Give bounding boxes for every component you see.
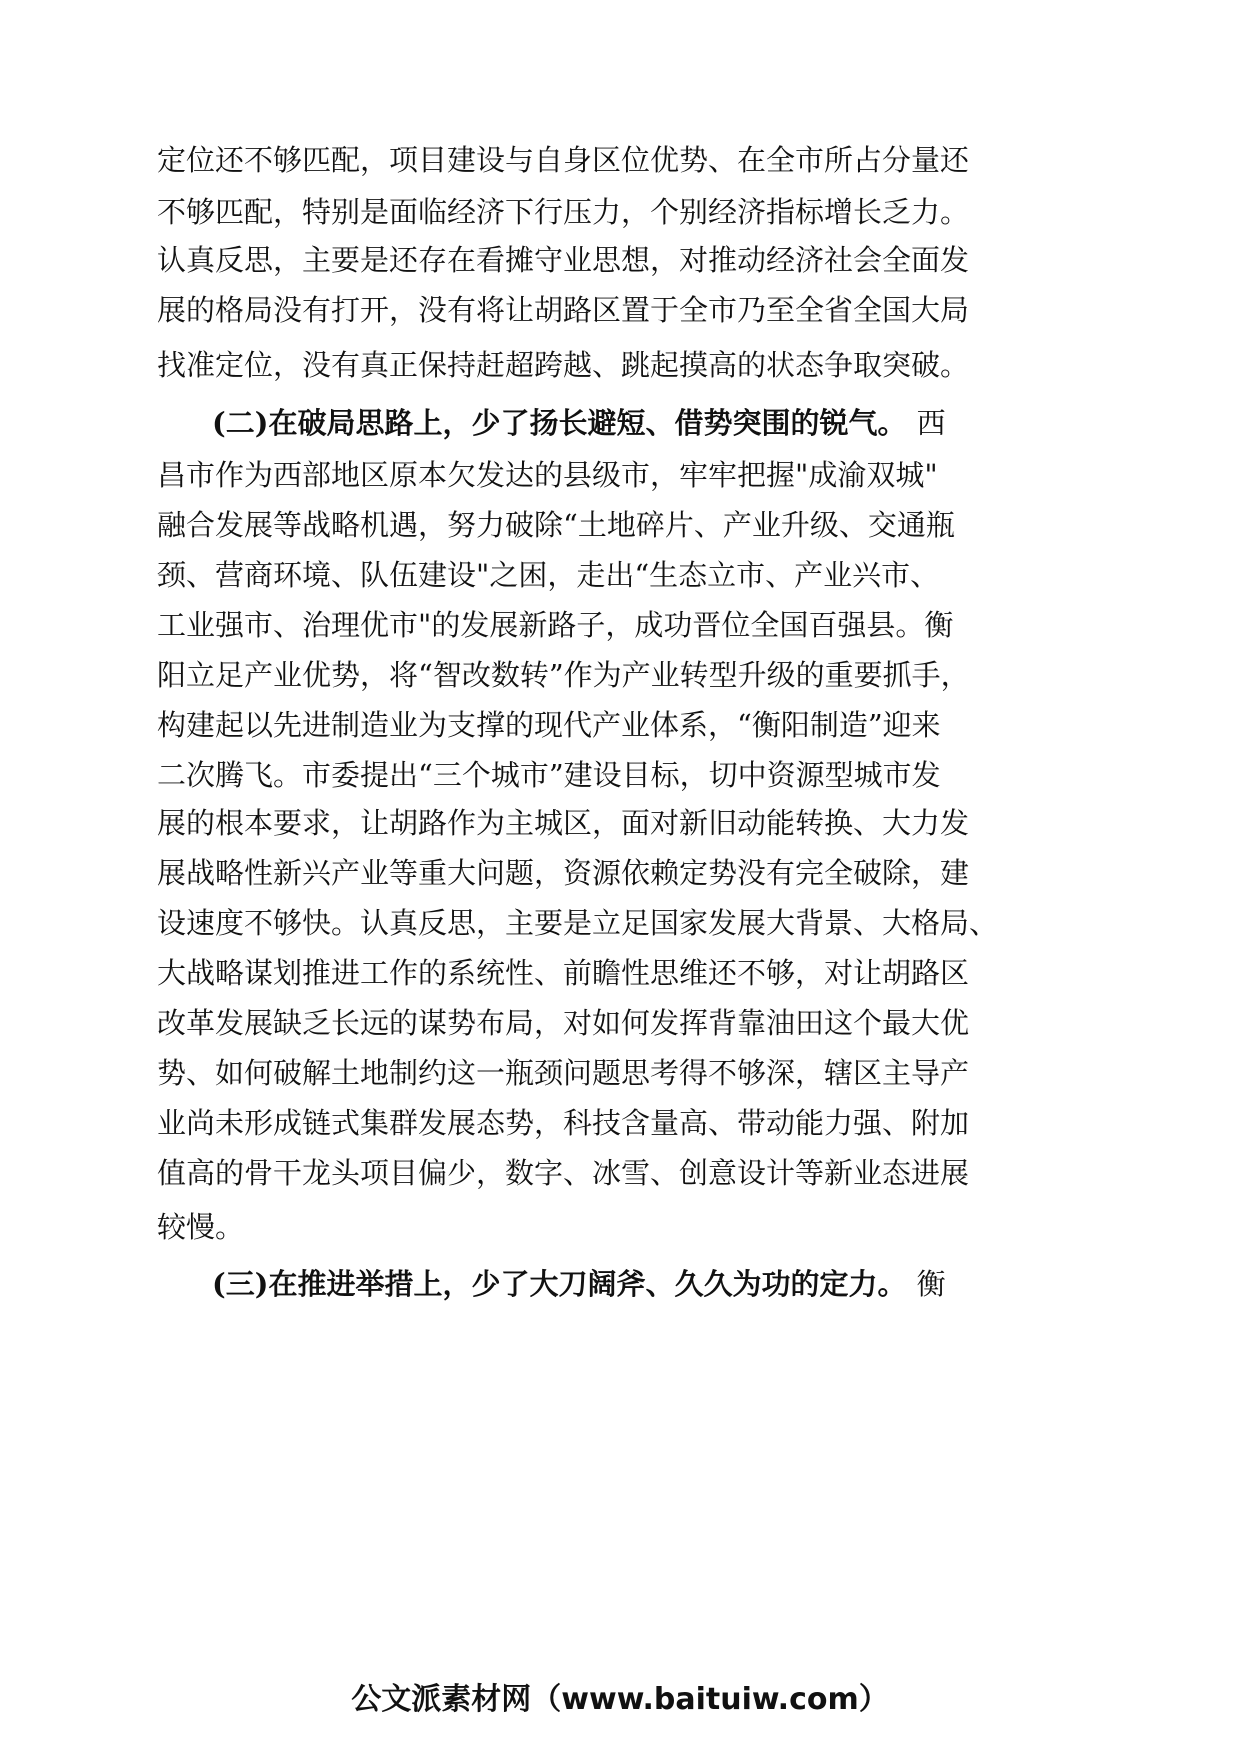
body-line: 展战略性新兴产业等重大问题，资源依赖定势没有完全破除，建 — [157, 856, 970, 890]
body-line: 值高的骨干龙头项目偏少，数字、冰雪、创意设计等新业态进展 — [157, 1156, 970, 1190]
body-line: 定位还不够匹配，项目建设与自身区位优势、在全市所占分量还 — [157, 143, 970, 177]
body-line: 构建起以先进制造业为支撑的现代产业体系，“衡阳制造”迎来 — [157, 708, 941, 742]
body-line: 颈、营商环境、队伍建设"之困，走出“生态立市、产业兴市、 — [157, 558, 940, 592]
body-line: 融合发展等战略机遇，努力破除“土地碎片、产业升级、交通瓶 — [157, 508, 955, 542]
body-line: 大战略谋划推进工作的系统性、前瞻性思维还不够，对让胡路区 — [157, 956, 970, 990]
body-line: 找准定位，没有真正保持赶超跨越、跳起摸高的状态争取突破。 — [157, 348, 970, 382]
section-heading-2-text: (二)在破局思路上，少了扬长避短、借势突围的锐气。 — [212, 406, 907, 440]
body-line: 势、如何破解土地制约这一瓶颈问题思考得不够深，辖区主导产 — [157, 1056, 970, 1090]
body-line: 认真反思，主要是还存在看摊守业思想，对推动经济社会全面发 — [157, 243, 970, 277]
section-heading-2-tail: 西 — [916, 406, 946, 440]
body-line: 业尚未形成链式集群发展态势，科技含量高、带动能力强、附加 — [157, 1106, 970, 1140]
body-line: 二次腾飞。市委提出“三个城市”建设目标，切中资源型城市发 — [157, 758, 941, 792]
section-heading-2 — [212, 403, 1087, 443]
body-line: 展的根本要求，让胡路作为主城区，面对新旧动能转换、大力发 — [157, 806, 970, 840]
body-line: 不够匹配，特别是面临经济下行压力，个别经济指标增长乏力。 — [157, 195, 970, 229]
footer-watermark: 公文派素材网（www.baituiw.com） — [351, 1682, 889, 1717]
body-line: 工业强市、治理优市"的发展新路子，成功晋位全国百强县。衡 — [157, 608, 954, 642]
body-line: 设速度不够快。认真反思，主要是立足国家发展大背景、大格局、 — [157, 906, 999, 940]
section-heading-3 — [212, 1264, 1087, 1304]
body-line: 较慢。 — [157, 1210, 245, 1244]
body-line: 昌市作为西部地区原本欠发达的县级市，牢牢把握"成渝双城" — [157, 458, 938, 492]
section-heading-3-tail: 衡 — [916, 1267, 946, 1301]
body-line: 展的格局没有打开，没有将让胡路区置于全市乃至全省全国大局 — [157, 293, 970, 327]
body-line: 阳立足产业优势，将“智改数转”作为产业转型升级的重要抓手， — [157, 658, 970, 692]
section-heading-3-text: (三)在推进举措上，少了大刀阔斧、久久为功的定力。 — [212, 1267, 907, 1301]
body-line: 改革发展缺乏长远的谋势布局，对如何发挥背靠油田这个最大优 — [157, 1006, 970, 1040]
